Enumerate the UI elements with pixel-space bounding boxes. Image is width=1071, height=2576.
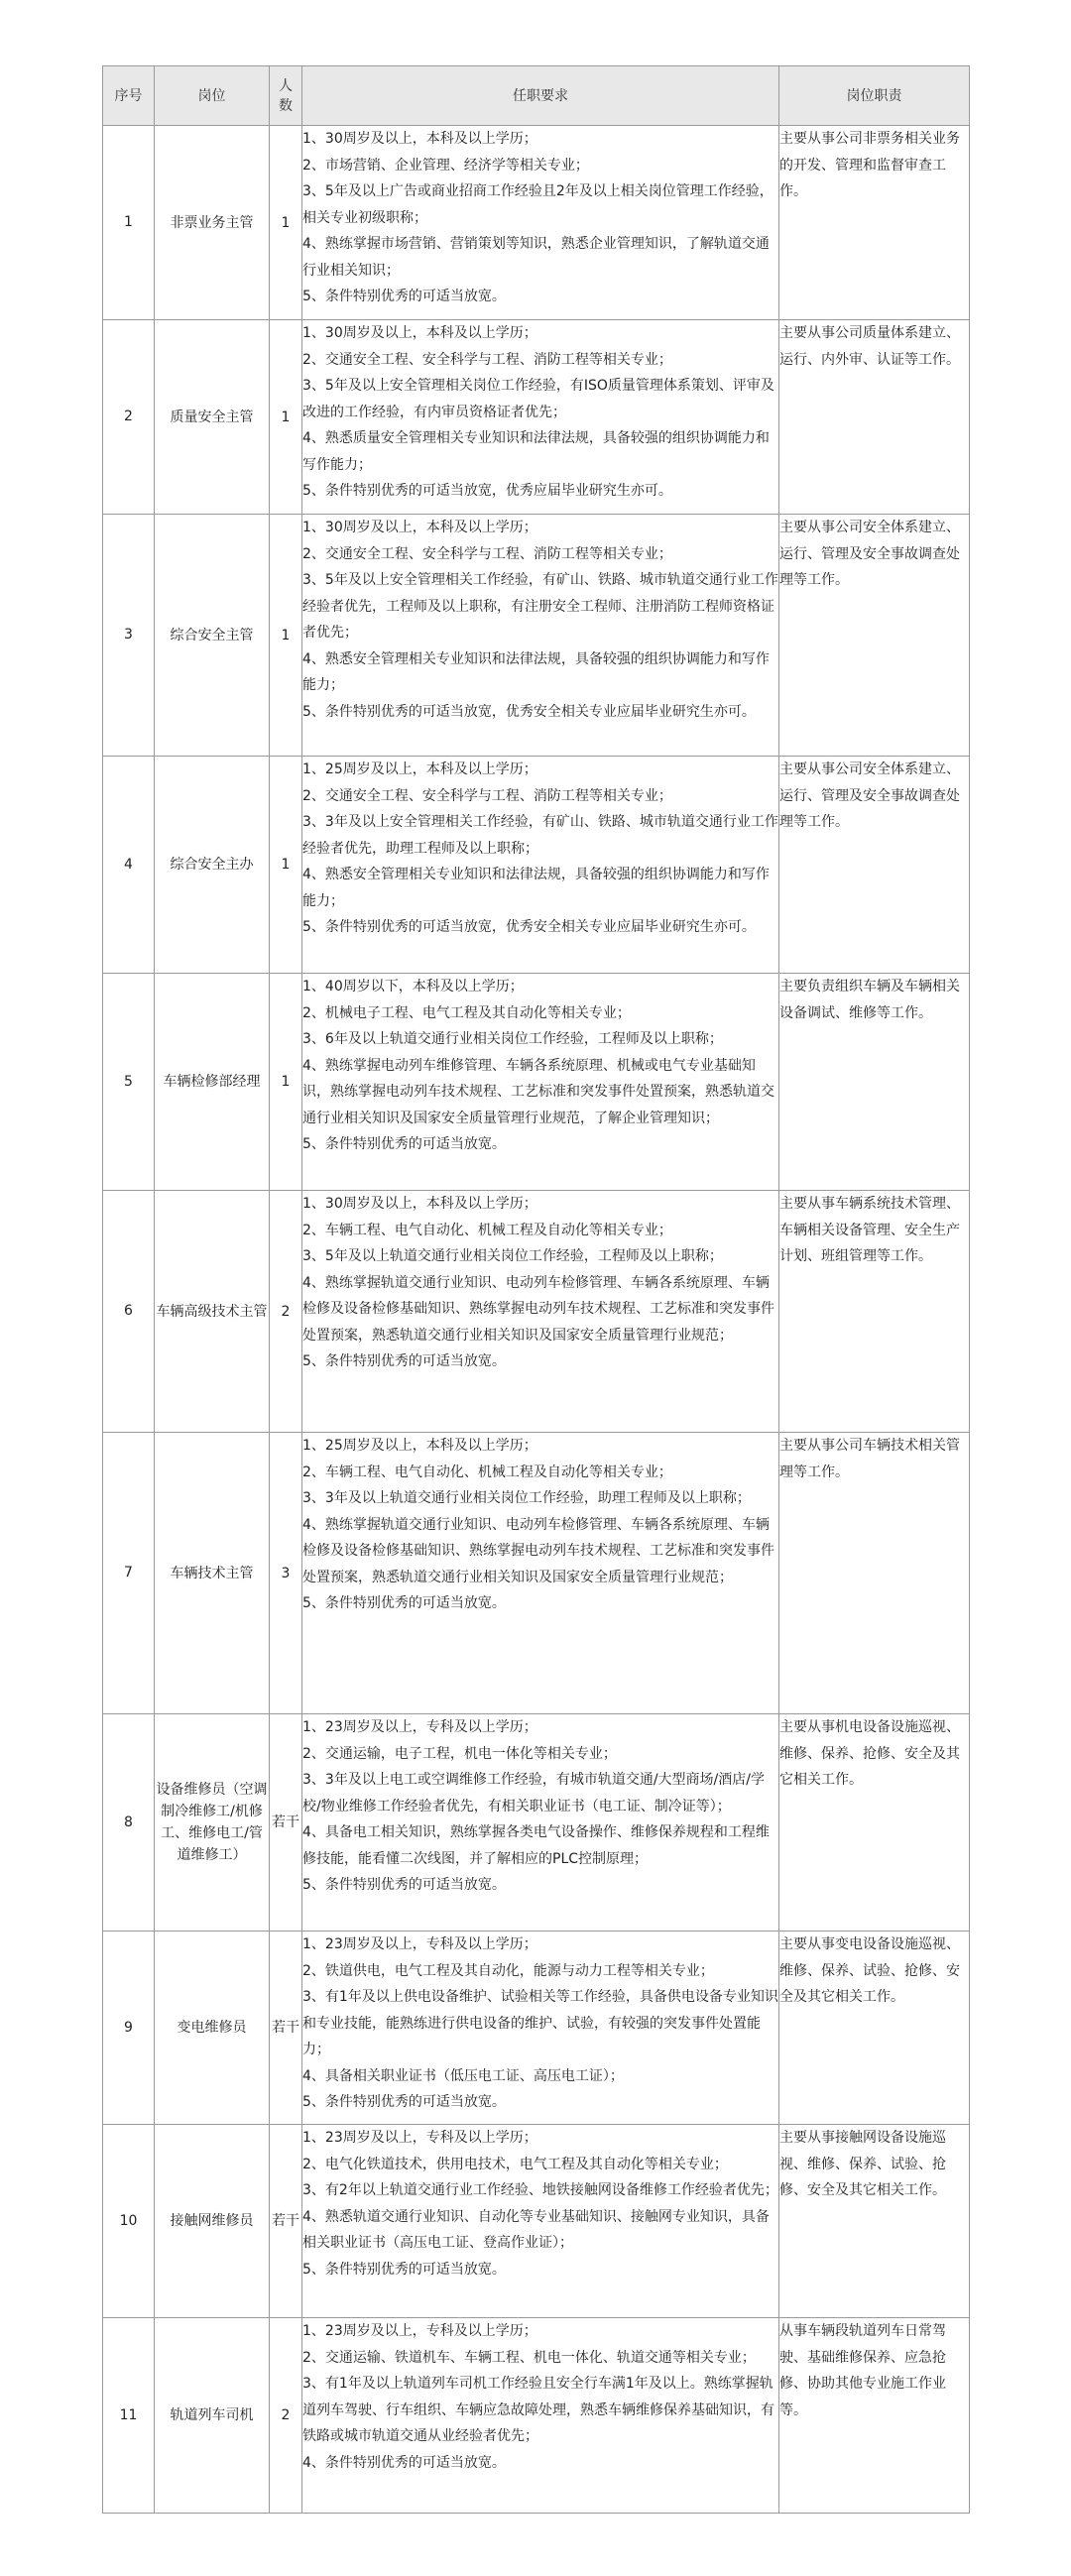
requirement-item: 5、条件特别优秀的可适当放宽。 bbox=[302, 2094, 506, 2110]
requirement-item: 5、条件特别优秀的可适当放宽。 bbox=[302, 289, 506, 304]
row-number: 3 bbox=[103, 515, 155, 757]
header-duties: 岗位职责 bbox=[779, 66, 970, 126]
table-header bbox=[103, 66, 970, 126]
table-row bbox=[103, 320, 970, 515]
requirements-cell bbox=[302, 515, 779, 757]
duties-cell: 主要负责组织车辆及车辆相关设备调试、维修等工作。 bbox=[779, 974, 970, 1191]
requirement-item: 2、交通安全工程、安全科学与工程、消防工程等相关专业； bbox=[302, 787, 672, 804]
duties-cell: 主要从事公司质量体系建立、运行、内外审、认证等工作。 bbox=[779, 320, 970, 515]
table-row bbox=[103, 1433, 970, 1714]
headcount: 1 bbox=[270, 320, 302, 515]
row-number: 8 bbox=[103, 1714, 155, 1932]
requirement-item: 4、熟悉轨道交通行业知识、自动化等专业基础知识、接触网专业知识，具备相关职业证书（高压电工证、登高作业证）； bbox=[302, 2208, 770, 2251]
position-name: 综合安全主办 bbox=[155, 757, 270, 974]
requirements-cell bbox=[302, 974, 779, 1191]
table-row bbox=[103, 757, 970, 974]
row-number: 1 bbox=[103, 126, 155, 320]
requirement-item: 3、有1年及以上供电设备维护、试验相关等工作经验，具备供电设备专业知识和专业技能，能熟练进行供电设备的维护、试验，有较强的突发事件处置能力； bbox=[302, 1989, 778, 2057]
table-row bbox=[103, 1714, 970, 1932]
requirement-item: 4、熟练掌握电动列车维修管理、车辆各系统原理、机械或电气专业基础知识，熟练掌握电动列车技术规程、工艺标准和突发事件处置预案，熟悉轨道交通行业相关知识及国家安全质量管理行业规范，了解企业管理知识； bbox=[302, 1057, 774, 1126]
requirements-cell bbox=[302, 1932, 779, 2125]
requirements-cell bbox=[302, 2318, 779, 2514]
headcount: 2 bbox=[270, 2318, 302, 2514]
duties-cell: 主要从事公司安全体系建立、运行、管理及安全事故调查处理等工作。 bbox=[779, 757, 970, 974]
duties-cell: 主要从事公司安全体系建立、运行、管理及安全事故调查处理等工作。 bbox=[779, 515, 970, 757]
requirement-item: 4、熟悉质量安全管理相关专业知识和法律法规，具备较强的组织协调能力和写作能力； bbox=[302, 430, 770, 473]
position-name: 车辆技术主管 bbox=[155, 1433, 270, 1714]
header-count: 人数 bbox=[270, 66, 302, 126]
duties-cell: 主要从事接触网设备设施巡视、维修、保养、试验、抢修、安全及其它相关工作。 bbox=[779, 2125, 970, 2318]
table-body bbox=[103, 126, 970, 2514]
requirement-item: 4、熟悉安全管理相关专业知识和法律法规，具备较强的组织协调能力和写作能力； bbox=[302, 867, 770, 909]
table-row bbox=[103, 2125, 970, 2318]
duties-cell: 主要从事公司非票务相关业务的开发、管理和监督审查工作。 bbox=[779, 126, 970, 320]
requirement-item: 5、条件特别优秀的可适当放宽。 bbox=[302, 1595, 506, 1611]
position-name: 变电维修员 bbox=[155, 1932, 270, 2125]
table-row bbox=[103, 1191, 970, 1433]
requirement-item: 5、条件特别优秀的可适当放宽，优秀应届毕业研究生亦可。 bbox=[302, 483, 672, 499]
headcount: 若干 bbox=[270, 1932, 302, 2125]
headcount: 2 bbox=[270, 1191, 302, 1433]
requirement-item: 4、熟练掌握轨道交通行业知识、电动列车检修管理、车辆各系统原理、车辆检修及设备检修基础知识、熟练掌握电动列车技术规程、工艺标准和突发事件处置预案，熟悉轨道交通行业相关知识及国家安全质量管理行业规范； bbox=[302, 1516, 774, 1585]
requirement-item: 2、车辆工程、电气自动化、机械工程及自动化等相关专业； bbox=[302, 1222, 672, 1238]
row-number: 10 bbox=[103, 2125, 155, 2318]
position-name: 非票业务主管 bbox=[155, 126, 270, 320]
requirement-item: 3、6年及以上轨道交通行业相关岗位工作经验，工程师及以上职称； bbox=[302, 1031, 723, 1047]
position-name: 接触网维修员 bbox=[155, 2125, 270, 2318]
requirement-item: 5、条件特别优秀的可适当放宽。 bbox=[302, 2261, 506, 2278]
requirement-item: 3、有2年以上轨道交通行业工作经验、地铁接触网设备维修工作经验者优先； bbox=[302, 2182, 778, 2198]
duties-cell: 主要从事机电设备设施巡视、维修、保养、抢修、安全及其它相关工作。 bbox=[779, 1714, 970, 1932]
requirement-item: 5、条件特别优秀的可适当放宽，优秀安全相关专业应届毕业研究生亦可。 bbox=[302, 703, 756, 720]
requirement-item: 4、熟练掌握轨道交通行业知识、电动列车检修管理、车辆各系统原理、车辆检修及设备检修基础知识、熟练掌握电动列车技术规程、工艺标准和突发事件处置预案，熟悉轨道交通行业相关知识及国家安全质量管理行业规范； bbox=[302, 1274, 774, 1344]
requirement-item: 3、5年及以上广告或商业招商工作经验且2年及以上相关岗位管理工作经验，相关专业初级职称； bbox=[302, 183, 774, 226]
row-number: 2 bbox=[103, 320, 155, 515]
requirements-cell bbox=[302, 757, 779, 974]
requirements-cell bbox=[302, 126, 779, 320]
requirement-item: 1、30周岁及以上，本科及以上学历； bbox=[302, 131, 537, 147]
table-row bbox=[103, 1932, 970, 2125]
requirement-item: 4、条件特别优秀的可适当放宽。 bbox=[302, 2454, 506, 2471]
requirement-item: 5、条件特别优秀的可适当放宽。 bbox=[302, 1136, 506, 1152]
requirement-item: 4、熟练掌握市场营销、营销策划等知识，熟悉企业管理知识，了解轨道交通行业相关知识； bbox=[302, 236, 770, 279]
requirement-item: 2、车辆工程、电气自动化、机械工程及自动化等相关专业； bbox=[302, 1464, 672, 1480]
requirement-item: 2、交通安全工程、安全科学与工程、消防工程等相关专业； bbox=[302, 351, 672, 368]
position-name: 车辆高级技术主管 bbox=[155, 1191, 270, 1433]
job-requirements-table bbox=[102, 65, 970, 2514]
headcount: 1 bbox=[270, 126, 302, 320]
table-row bbox=[103, 2318, 970, 2514]
requirement-item: 2、市场营销、企业管理、经济学等相关专业； bbox=[302, 157, 589, 174]
requirement-item: 4、具备相关职业证书（低压电工证、高压电工证）； bbox=[302, 2067, 624, 2084]
requirement-item: 3、3年及以上电工或空调维修工作经验，有城市轨道交通/大型商场/酒店/学校/物业维修工作经验者优先，有相关职业证书（电工证、制冷证等）； bbox=[302, 1772, 765, 1815]
requirement-item: 3、5年及以上安全管理相关岗位工作经验，有ISO质量管理体系策划、评审及改进的工作经验，有内审员资格证者优先； bbox=[302, 378, 774, 420]
position-name: 综合安全主管 bbox=[155, 515, 270, 757]
header-requirements: 任职要求 bbox=[302, 66, 779, 126]
position-name: 轨道列车司机 bbox=[155, 2318, 270, 2514]
requirement-item: 1、23周岁及以上，专科及以上学历； bbox=[302, 2130, 537, 2146]
requirement-item: 1、30周岁及以上，本科及以上学历； bbox=[302, 325, 537, 341]
header-row bbox=[103, 66, 970, 126]
requirement-item: 2、交通安全工程、安全科学与工程、消防工程等相关专业； bbox=[302, 545, 672, 562]
requirement-item: 3、5年及以上安全管理相关工作经验，有矿山、铁路、城市轨道交通行业工作经验者优先，工程师及以上职称，有注册安全工程师、注册消防工程师资格证者优先； bbox=[302, 572, 778, 641]
requirement-item: 3、3年及以上轨道交通行业相关岗位工作经验，助理工程师及以上职称； bbox=[302, 1490, 751, 1506]
requirement-item: 4、具备电工相关知识，熟练掌握各类电气设备操作、维修保养规程和工程维修技能，能看懂二次线图，并了解相应的PLC控制原理； bbox=[302, 1824, 770, 1867]
duties-cell: 主要从事公司车辆技术相关管理等工作。 bbox=[779, 1433, 970, 1714]
table-row bbox=[103, 974, 970, 1191]
requirement-item: 2、交通运输、铁道机车、车辆工程、机电一体化、轨道交通等相关专业； bbox=[302, 2349, 756, 2366]
requirement-item: 5、条件特别优秀的可适当放宽。 bbox=[302, 1877, 506, 1893]
position-name: 车辆检修部经理 bbox=[155, 974, 270, 1191]
header-no: 序号 bbox=[103, 66, 155, 126]
table-row bbox=[103, 515, 970, 757]
row-number: 4 bbox=[103, 757, 155, 974]
headcount: 1 bbox=[270, 515, 302, 757]
requirement-item: 2、机械电子工程、电气工程及其自动化等相关专业； bbox=[302, 1004, 631, 1021]
requirements-cell bbox=[302, 2125, 779, 2318]
row-number: 6 bbox=[103, 1191, 155, 1433]
duties-cell: 主要从事变电设备设施巡视、维修、保养、试验、抢修、安全及其它相关工作。 bbox=[779, 1932, 970, 2125]
requirement-item: 5、条件特别优秀的可适当放宽。 bbox=[302, 1353, 506, 1369]
row-number: 7 bbox=[103, 1433, 155, 1714]
requirement-item: 5、条件特别优秀的可适当放宽，优秀安全相关专业应届毕业研究生亦可。 bbox=[302, 919, 756, 935]
row-number: 9 bbox=[103, 1932, 155, 2125]
requirement-item: 1、25周岁及以上，本科及以上学历； bbox=[302, 1438, 537, 1454]
requirement-item: 2、电气化铁道技术，供用电技术，电气工程及其自动化等相关专业； bbox=[302, 2156, 728, 2172]
row-number: 11 bbox=[103, 2318, 155, 2514]
headcount: 3 bbox=[270, 1433, 302, 1714]
requirements-cell bbox=[302, 320, 779, 515]
row-number: 5 bbox=[103, 974, 155, 1191]
duties-cell: 从事车辆段轨道列车日常驾驶、基础维修保养、应急抢修、协助其他专业施工作业等。 bbox=[779, 2318, 970, 2514]
requirement-item: 1、30周岁及以上，本科及以上学历； bbox=[302, 520, 537, 535]
requirement-item: 3、5年及以上轨道交通行业相关岗位工作经验，工程师及以上职称； bbox=[302, 1248, 723, 1264]
headcount: 1 bbox=[270, 974, 302, 1191]
requirements-cell bbox=[302, 1714, 779, 1932]
requirement-item: 3、有1年及以上轨道列车司机工作经验且安全行车满1年及以上。熟练掌握轨道列车驾驶、行车组织、车辆应急故障处理，熟悉车辆维修保养基础知识，有铁路或城市轨道交通从业经验者优先； bbox=[302, 2376, 774, 2444]
position-name: 质量安全主管 bbox=[155, 320, 270, 515]
requirement-item: 3、3年及以上安全管理相关工作经验，有矿山、铁路、城市轨道交通行业工作经验者优先，助理工程师及以上职称； bbox=[302, 814, 778, 857]
requirement-item: 1、25周岁及以上，本科及以上学历； bbox=[302, 761, 537, 777]
header-position: 岗位 bbox=[155, 66, 270, 126]
position-name: 设备维修员（空调制冷维修工/机修工、维修电工/管道维修工） bbox=[155, 1714, 270, 1932]
requirement-item: 1、30周岁及以上，本科及以上学历； bbox=[302, 1196, 537, 1212]
requirement-item: 1、23周岁及以上，专科及以上学历； bbox=[302, 1719, 537, 1735]
requirement-item: 1、23周岁及以上，专科及以上学历； bbox=[302, 1936, 537, 1952]
requirement-item: 2、铁道供电，电气工程及其自动化，能源与动力工程等相关专业； bbox=[302, 1962, 714, 1979]
headcount: 1 bbox=[270, 757, 302, 974]
headcount: 若干 bbox=[270, 2125, 302, 2318]
requirement-item: 2、交通运输，电子工程，机电一体化等相关专业； bbox=[302, 1745, 617, 1762]
requirement-item: 1、40周岁以下，本科及以上学历； bbox=[302, 979, 524, 995]
requirements-cell bbox=[302, 1191, 779, 1433]
requirement-item: 4、熟悉安全管理相关专业知识和法律法规，具备较强的组织协调能力和写作能力； bbox=[302, 650, 770, 693]
table-row bbox=[103, 126, 970, 320]
requirements-cell bbox=[302, 1433, 779, 1714]
duties-cell: 主要从事车辆系统技术管理、车辆相关设备管理、安全生产计划、班组管理等工作。 bbox=[779, 1191, 970, 1433]
requirement-item: 1、23周岁及以上，专科及以上学历； bbox=[302, 2323, 537, 2339]
headcount: 若干 bbox=[270, 1714, 302, 1932]
